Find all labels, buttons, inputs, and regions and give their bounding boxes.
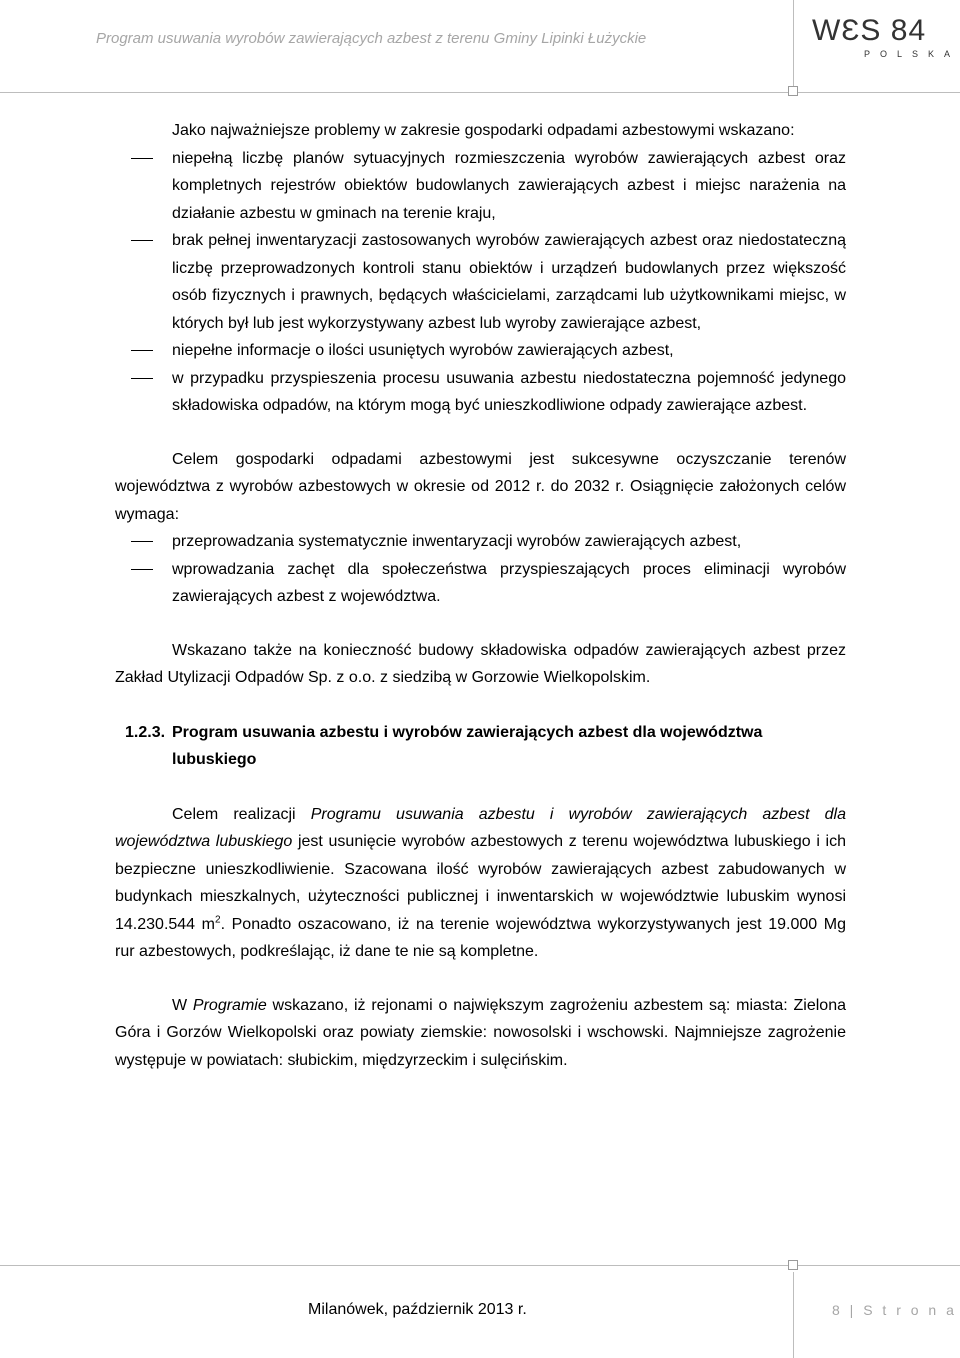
dash-bullet <box>131 158 153 159</box>
footer-corner-square <box>788 1260 798 1270</box>
section2-intro: Celem gospodarki odpadami azbestowymi jest sukcesywne oczyszczanie terenów województwa z wyrobów azbestowych w okresie od 2012 r. do 2032 r. Osiągnięcie założonych celów wymaga: <box>115 450 846 523</box>
list-item: w przypadku przyspieszenia procesu usuwania azbestu niedostateczna pojemność jedynego składowiska odpadów, na którym mogą być unieszkodliwione odpady zawierające azbest. <box>115 365 846 420</box>
section1-list <box>115 145 846 420</box>
logo-main-text: WƐS 84 <box>812 14 927 47</box>
footer-date: Milanówek, październik 2013 r. <box>308 1301 527 1318</box>
dash-bullet <box>131 569 153 570</box>
heading-number: 1.2.3. <box>125 723 166 741</box>
section1-intro: Jako najważniejsze problemy w zakresie gospodarki odpadami azbestowymi wskazano: <box>172 122 795 139</box>
page-content <box>115 117 846 1074</box>
header-title: Program usuwania wyrobów zawierających azbest z terenu Gminy Lipinki Łużyckie <box>96 30 647 47</box>
logo-sub-text: POLSKA <box>864 49 960 59</box>
list-item: niepełną liczbę planów sytuacyjnych rozmieszczenia wyrobów zawierających azbest oraz kompletnych rejestrów obiektów budowlanych zawierających azbest i miejsc narażenia na działanie azbestu w gminach na terenie kraju, <box>115 145 846 228</box>
list-item: niepełne informacje o ilości usuniętych wyrobów zawierających azbest, <box>115 337 846 365</box>
section3-paragraph: Wskazano także na konieczność budowy składowiska odpadów zawierających azbest przez Zakład Utylizacji Odpadów Sp. z o.o. z siedzibą w Gorzowie Wielkopolskim. <box>115 641 846 686</box>
page-number: 8 | S t r o n a <box>832 1302 957 1318</box>
header-corner-square <box>788 86 798 96</box>
section4-paragraph-2: W Programie wskazano, iż rejonami o największym zagrożeniu azbestem są: miasta: Zielona Góra i Gorzów Wielkopolski oraz powiaty ziemskie: nowosolski i wschowski. Najmniejsze zagrożenie występuje w powiatach: słubickim, międzyrzeckim i sulęcińskim. <box>115 996 847 1069</box>
list-item: przeprowadzania systematycznie inwentaryzacji wyrobów zawierających azbest, <box>115 528 846 556</box>
footer-horizontal-rule <box>0 1265 960 1266</box>
list-item: wprowadzania zachęt dla społeczeństwa przyspieszających proces eliminacji wyrobów zawierających azbest z województwa. <box>115 556 846 611</box>
footer-vertical-rule <box>793 1272 794 1358</box>
section-heading <box>115 719 846 774</box>
section4-paragraph-1: Celem realizacji Programu usuwania azbestu i wyrobów zawierających azbest dla województwa lubuskiego jest usunięcie wyrobów azbestowych z terenu województwa lubuskiego i ich bezpieczne unieszkodliwienie. Szacowana ilość wyrobów zawierających azbest zabudowanych w budynkach mieszkalnych, użyteczności publicznej i inwentarskich w województwie lubuskim wynosi 14.230.544 $m^2$. Ponadto oszacowano, iż na terenie województwa wykorzystywanych jest 19.000 Mg rur azbestowych, podkreślając, iż dane te nie są kompletne. <box>115 805 847 960</box>
dash-bullet <box>131 378 153 379</box>
dash-bullet <box>131 240 153 241</box>
dash-bullet <box>131 541 153 542</box>
header-vertical-rule <box>793 0 794 86</box>
list-item: brak pełnej inwentaryzacji zastosowanych wyrobów zawierających azbest oraz niedostateczną liczbę przeprowadzonych kontroli stanu obiektów i urządzeń budowlanych przez większość osób fizycznych i prawnych, będących właścicielami, zarządcami lub użytkownikami miejsc, w których był lub jest wykorzystywany azbest lub wyroby zawierające azbest, <box>115 227 846 337</box>
dash-bullet <box>131 350 153 351</box>
heading-title: Program usuwania azbestu i wyrobów zawierających azbest dla województwa lubuskiego <box>172 723 763 768</box>
company-logo <box>812 14 960 64</box>
section2-list <box>115 528 846 611</box>
header-horizontal-rule <box>0 92 960 93</box>
